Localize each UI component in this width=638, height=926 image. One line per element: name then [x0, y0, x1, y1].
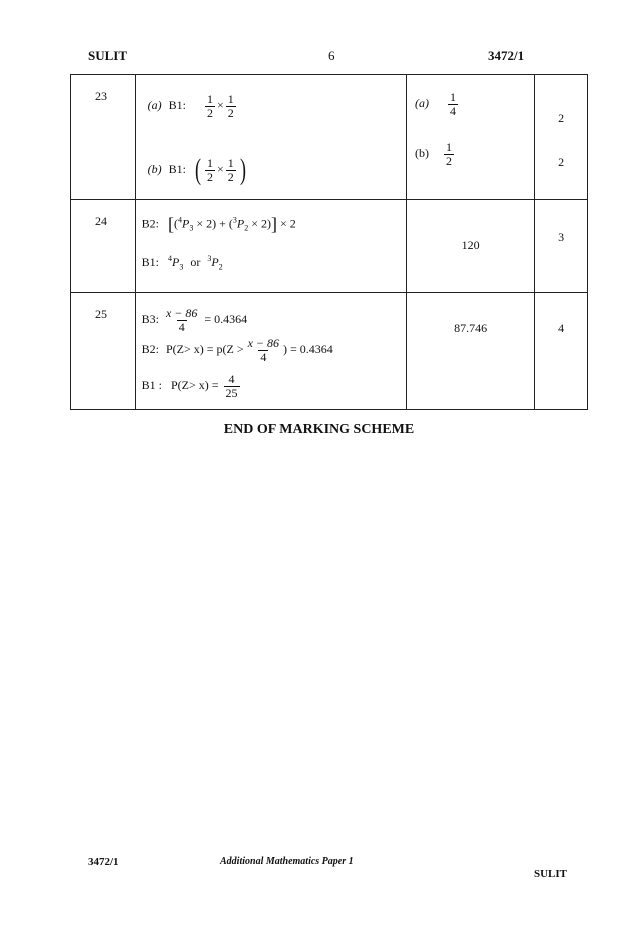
- fraction: $\frac{1}{2}$: [206, 155, 213, 184]
- q23a-working: [148, 93, 238, 119]
- fraction: $\frac{4}{25}$: [225, 372, 238, 400]
- header-paper-code: 3472/1: [488, 48, 525, 63]
- table-row: [71, 293, 588, 410]
- mark-value: 2: [558, 111, 565, 125]
- fraction: $\frac{x - 86}{4}$: [247, 336, 280, 364]
- marks-cell: [535, 200, 588, 293]
- times-sign: ×: [216, 97, 224, 112]
- footer-paper-title: Additional Mathematics Paper 1: [220, 856, 354, 867]
- fraction: $\frac{1}{2}$: [227, 92, 234, 120]
- part-label: (b): [147, 161, 162, 176]
- fraction: $\frac{1}{4}$: [450, 90, 457, 118]
- q25-b3-working: B3: $\frac{x - 86}{4}$ = 0.4364: [141, 306, 248, 334]
- fraction: $\frac{1}{2}$: [446, 140, 453, 168]
- mark-value: 4: [558, 321, 565, 335]
- q25-b2-working: B2: P(Z> x) = p(Z > $\frac{x - 86}{4}$ ) = 0.4364: [141, 336, 333, 364]
- q23a-answer: (a) $\frac{1}{4}$: [415, 90, 457, 118]
- answer-cell: [407, 293, 535, 410]
- marks-cell: [535, 75, 588, 200]
- q23b-answer: (b) $\frac{1}{2}$: [415, 140, 453, 168]
- page-number: 6: [328, 48, 335, 63]
- answer-cell: [407, 200, 535, 293]
- working-cell: [135, 200, 406, 293]
- footer-paper-code: 3472/1: [88, 856, 119, 868]
- q24-b1-working: B1: $^4P_3$ or $^3P_2$: [141, 254, 223, 272]
- mark-value: 2: [558, 155, 565, 169]
- header-classification: SULIT: [88, 48, 128, 63]
- answer-cell: [407, 75, 535, 200]
- q24-b2-working: B2: $[(^4P_3 \times 2) + (^3P_2 \times 2)] \times 2$: [141, 214, 296, 234]
- fraction: $\frac{x - 86}{4}$: [165, 306, 198, 334]
- question-number: 23: [95, 89, 107, 103]
- question-number-cell: [71, 293, 136, 410]
- footer-classification: SULIT: [534, 868, 568, 880]
- answer-value: 120: [461, 238, 480, 252]
- times-sign: ×: [216, 161, 224, 176]
- answer-value: 87.746: [454, 321, 488, 335]
- part-label: (a): [147, 97, 162, 112]
- marks-cell: [535, 293, 588, 410]
- fraction: $\frac{1}{2}$: [227, 155, 234, 184]
- mark-value: 3: [558, 230, 565, 244]
- q23b-working: (b) B1: ( $\frac{1}{2}$ × $\frac{1}{2}$ ): [147, 153, 246, 186]
- q25-b1-working: B1 : P(Z> x) = $\frac{4}{25}$: [141, 372, 238, 400]
- fraction: $\frac{1}{2}$: [206, 92, 213, 120]
- table-row: [71, 200, 588, 293]
- question-number: 25: [95, 307, 107, 321]
- b1-label: B1:: [168, 161, 186, 176]
- end-of-scheme-heading: END OF MARKING SCHEME: [223, 422, 415, 437]
- working-cell: [135, 293, 406, 410]
- question-number-cell: [71, 200, 136, 293]
- b1-label: B1:: [168, 97, 186, 112]
- question-number-cell: [71, 75, 136, 200]
- table-row: [71, 75, 588, 200]
- marking-scheme-table: [70, 74, 588, 410]
- question-number: 24: [95, 214, 107, 228]
- working-cell: [135, 75, 406, 200]
